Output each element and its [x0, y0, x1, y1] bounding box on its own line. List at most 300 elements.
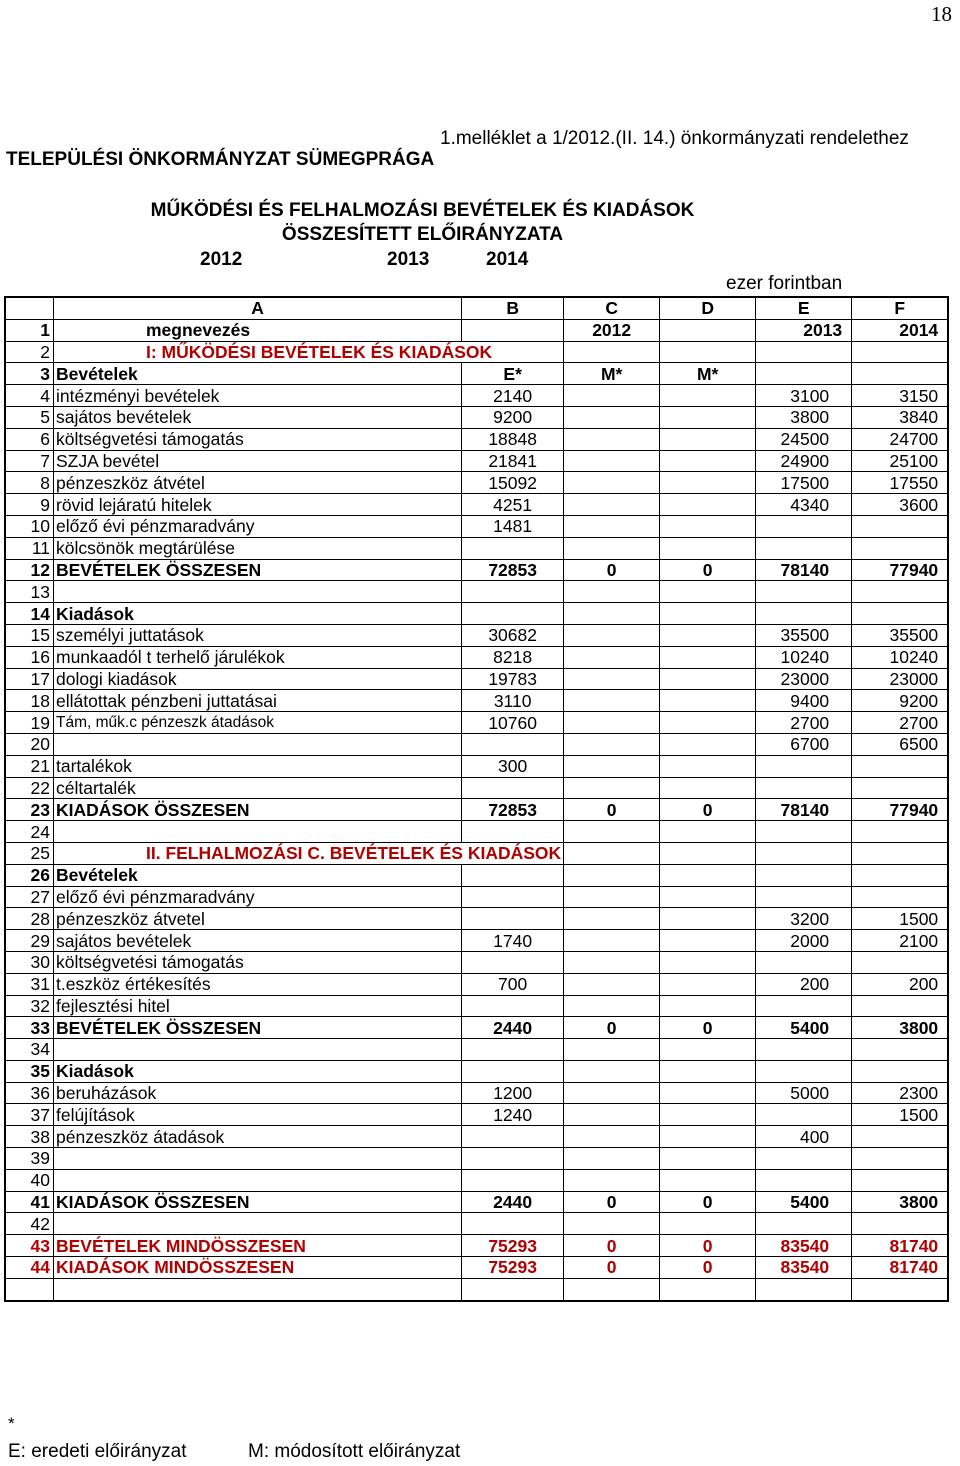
row-number: 18 [6, 690, 54, 712]
cell-e [756, 1039, 852, 1061]
table-row [6, 1213, 948, 1235]
cell-b [462, 821, 564, 843]
cell-c: M* [564, 363, 660, 385]
cell-b [462, 537, 564, 559]
cell-b: 1200 [462, 1082, 564, 1104]
cell-f: 200 [852, 973, 948, 995]
row-label: beruházások [54, 1082, 462, 1104]
table-row [6, 733, 948, 755]
cell-c: 0 [564, 1257, 660, 1279]
cell-f [852, 1126, 948, 1148]
cell-d [660, 995, 756, 1017]
row-label: KIADÁSOK ÖSSZESEN [54, 799, 462, 821]
cell-f: 81740 [852, 1257, 948, 1279]
row-label: kölcsönök megtárülése [54, 537, 462, 559]
column-letter-f: F [852, 298, 948, 320]
row-number: 9 [6, 494, 54, 516]
table-row [6, 1278, 948, 1300]
cell-b: 10760 [462, 712, 564, 734]
cell-c [564, 930, 660, 952]
cell-f: 3150 [852, 385, 948, 407]
cell-f [852, 537, 948, 559]
cell-b: 300 [462, 755, 564, 777]
table-row [6, 624, 948, 646]
row-label [54, 733, 462, 755]
cell-f: 23000 [852, 668, 948, 690]
table-row [6, 864, 948, 886]
cell-e: 9400 [756, 690, 852, 712]
cell-e [756, 1278, 852, 1300]
row-number: 27 [6, 886, 54, 908]
row-number [6, 1278, 54, 1300]
row-label: céltartalék [54, 777, 462, 799]
table-row [6, 1104, 948, 1126]
row-label [54, 821, 462, 843]
footnote-star: * [8, 1414, 15, 1433]
cell-e [756, 1148, 852, 1170]
cell-e [756, 1060, 852, 1082]
row-number: 26 [6, 864, 54, 886]
cell-e: 17500 [756, 472, 852, 494]
unit-label: ezer forintban [726, 273, 843, 294]
footnote-modified-estimate: M: módosított előirányzat [248, 1441, 461, 1462]
cell-c: 2012 [564, 319, 660, 341]
cell-f [852, 1148, 948, 1170]
table-row [6, 385, 948, 407]
row-number: 30 [6, 951, 54, 973]
table-row [6, 1235, 948, 1257]
cell-e [756, 341, 852, 363]
table-row [6, 842, 948, 864]
cell-f: 81740 [852, 1235, 948, 1257]
row-label [54, 1148, 462, 1170]
row-label: rövid lejáratú hitelek [54, 494, 462, 516]
cell-e: 24500 [756, 428, 852, 450]
column-letter-b: B [462, 298, 564, 320]
cell-d [660, 886, 756, 908]
cell-c [564, 428, 660, 450]
cell-e: 83540 [756, 1235, 852, 1257]
row-label: előző évi pénzmaradvány [54, 886, 462, 908]
row-number: 20 [6, 733, 54, 755]
cell-c [564, 1278, 660, 1300]
cell-d: 0 [660, 799, 756, 821]
cell-c [564, 1060, 660, 1082]
cell-d [660, 472, 756, 494]
cell-b [462, 1213, 564, 1235]
cell-d [660, 1278, 756, 1300]
row-number: 43 [6, 1235, 54, 1257]
cell-c [564, 690, 660, 712]
row-number: 5 [6, 406, 54, 428]
cell-e: 78140 [756, 559, 852, 581]
cell-d [660, 624, 756, 646]
row-label: költségvetési támogatás [54, 951, 462, 973]
cell-e: 5000 [756, 1082, 852, 1104]
cell-e: 5400 [756, 1191, 852, 1213]
row-number: 4 [6, 385, 54, 407]
row-number: 8 [6, 472, 54, 494]
cell-c [564, 733, 660, 755]
row-number: 17 [6, 668, 54, 690]
cell-f [852, 777, 948, 799]
table-row [6, 755, 948, 777]
budget-table [5, 297, 948, 1301]
cell-c [564, 995, 660, 1017]
row-number: 11 [6, 537, 54, 559]
cell-c [564, 908, 660, 930]
row-number: 23 [6, 799, 54, 821]
row-label [54, 1213, 462, 1235]
cell-b: 2440 [462, 1017, 564, 1039]
cell-f [852, 951, 948, 973]
row-label: felújítások [54, 1104, 462, 1126]
row-number: 41 [6, 1191, 54, 1213]
row-number: 22 [6, 777, 54, 799]
cell-c [564, 973, 660, 995]
row-number: 12 [6, 559, 54, 581]
cell-f [852, 515, 948, 537]
table-row [6, 319, 948, 341]
cell-d [660, 1039, 756, 1061]
cell-b [462, 1169, 564, 1191]
cell-f: 3600 [852, 494, 948, 516]
table-row [6, 690, 948, 712]
cell-d [660, 494, 756, 516]
cell-e: 3200 [756, 908, 852, 930]
cell-c: 0 [564, 1235, 660, 1257]
cell-c [564, 755, 660, 777]
table-row [6, 1039, 948, 1061]
table-row [6, 363, 948, 385]
cell-b: 2440 [462, 1191, 564, 1213]
cell-d [660, 1060, 756, 1082]
row-number: 21 [6, 755, 54, 777]
row-number: 31 [6, 973, 54, 995]
table-row [6, 537, 948, 559]
cell-d [660, 1104, 756, 1126]
row-label: költségvetési támogatás [54, 428, 462, 450]
row-label: t.eszköz értékesítés [54, 973, 462, 995]
cell-b [462, 319, 564, 341]
cell-f: 2300 [852, 1082, 948, 1104]
document-title-line2: ÖSSZESÍTETT ELŐIRÁNYZATA [281, 224, 564, 245]
table-row [6, 973, 948, 995]
cell-f: 6500 [852, 733, 948, 755]
cell-d: 0 [660, 1017, 756, 1039]
cell-c: 0 [564, 559, 660, 581]
row-label: előző évi pénzmaradvány [54, 515, 462, 537]
row-number: 16 [6, 646, 54, 668]
cell-d [660, 842, 756, 864]
cell-e [756, 821, 852, 843]
table-row [6, 668, 948, 690]
cell-d [660, 821, 756, 843]
table-row [6, 821, 948, 843]
cell-c [564, 624, 660, 646]
cell-f [852, 603, 948, 625]
row-number: 42 [6, 1213, 54, 1235]
document-title-line1: MŰKÖDÉSI ÉS FELHALMOZÁSI BEVÉTELEK ÉS KIADÁSOK [150, 200, 695, 221]
row-number: 40 [6, 1169, 54, 1191]
cell-d [660, 1126, 756, 1148]
row-label: Kiadások [54, 603, 462, 625]
cell-d [660, 385, 756, 407]
row-number: 35 [6, 1060, 54, 1082]
cell-f: 3840 [852, 406, 948, 428]
cell-d [660, 537, 756, 559]
cell-f [852, 821, 948, 843]
section-heading: I: MŰKÖDÉSI BEVÉTELEK ÉS KIADÁSOK [54, 341, 564, 363]
cell-c [564, 385, 660, 407]
cell-e [756, 363, 852, 385]
row-label: megnevezés [54, 319, 462, 341]
cell-b: 72853 [462, 559, 564, 581]
cell-e [756, 842, 852, 864]
cell-e [756, 886, 852, 908]
cell-c [564, 1169, 660, 1191]
cell-d [660, 406, 756, 428]
cell-b: 700 [462, 973, 564, 995]
cell-b: 21841 [462, 450, 564, 472]
row-number: 7 [6, 450, 54, 472]
row-label: BEVÉTELEK ÖSSZESEN [54, 1017, 462, 1039]
cell-d: 0 [660, 1191, 756, 1213]
cell-c [564, 494, 660, 516]
row-label: munkaadól t terhelő járulékok [54, 646, 462, 668]
cell-f [852, 581, 948, 603]
cell-c: 0 [564, 1191, 660, 1213]
cell-b: E* [462, 363, 564, 385]
row-number: 15 [6, 624, 54, 646]
cell-e [756, 603, 852, 625]
cell-b [462, 1060, 564, 1082]
row-number: 6 [6, 428, 54, 450]
cell-f: 35500 [852, 624, 948, 646]
row-number: 44 [6, 1257, 54, 1279]
table-row [6, 1060, 948, 1082]
cell-e [756, 1104, 852, 1126]
cell-c [564, 1082, 660, 1104]
cell-b: 1481 [462, 515, 564, 537]
row-label [54, 1169, 462, 1191]
cell-c [564, 341, 660, 363]
cell-b: 1240 [462, 1104, 564, 1126]
cell-c [564, 668, 660, 690]
cell-c: 0 [564, 799, 660, 821]
cell-e [756, 777, 852, 799]
row-number: 34 [6, 1039, 54, 1061]
cell-b: 4251 [462, 494, 564, 516]
row-number: 19 [6, 712, 54, 734]
row-label: BEVÉTELEK MINDÖSSZESEN [54, 1235, 462, 1257]
cell-f: 1500 [852, 908, 948, 930]
cell-f [852, 1169, 948, 1191]
cell-e: 400 [756, 1126, 852, 1148]
cell-f: 25100 [852, 450, 948, 472]
cell-f: 1500 [852, 1104, 948, 1126]
cell-e [756, 864, 852, 886]
cell-c [564, 864, 660, 886]
table-row [6, 1169, 948, 1191]
cell-c [564, 406, 660, 428]
cell-b: 15092 [462, 472, 564, 494]
cell-c [564, 581, 660, 603]
cell-e: 2700 [756, 712, 852, 734]
cell-e: 35500 [756, 624, 852, 646]
row-number: 28 [6, 908, 54, 930]
row-label: Bevételek [54, 864, 462, 886]
row-label: ellátottak pénzbeni juttatásai [54, 690, 462, 712]
cell-c [564, 1104, 660, 1126]
table-row [6, 515, 948, 537]
table-row [6, 472, 948, 494]
organization-name: TELEPÜLÉSI ÖNKORMÁNYZAT SÜMEGPRÁGA [6, 149, 435, 170]
table-row [6, 908, 948, 930]
row-number: 25 [6, 842, 54, 864]
cell-d [660, 712, 756, 734]
cell-e: 3800 [756, 406, 852, 428]
cell-f [852, 864, 948, 886]
cell-b: 8218 [462, 646, 564, 668]
cell-c [564, 712, 660, 734]
cell-e: 5400 [756, 1017, 852, 1039]
table-row [6, 951, 948, 973]
cell-f [852, 842, 948, 864]
cell-d [660, 973, 756, 995]
cell-e [756, 755, 852, 777]
cell-f [852, 341, 948, 363]
cell-d: 0 [660, 1257, 756, 1279]
cell-c [564, 472, 660, 494]
table-row [6, 581, 948, 603]
cell-e: 78140 [756, 799, 852, 821]
cell-e: 6700 [756, 733, 852, 755]
cell-b [462, 1039, 564, 1061]
cell-d [660, 515, 756, 537]
cell-f [852, 363, 948, 385]
cell-e: 2000 [756, 930, 852, 952]
cell-c [564, 1039, 660, 1061]
table-row [6, 886, 948, 908]
cell-f: 24700 [852, 428, 948, 450]
row-number: 2 [6, 341, 54, 363]
cell-d [660, 646, 756, 668]
row-label: Tám, műk.c pénzeszk átadások [54, 712, 462, 734]
cell-e [756, 581, 852, 603]
row-label: tartalékok [54, 755, 462, 777]
cell-c [564, 1148, 660, 1170]
row-label: Kiadások [54, 1060, 462, 1082]
row-number: 36 [6, 1082, 54, 1104]
cell-c [564, 646, 660, 668]
row-label: pénzeszköz átvétel [54, 472, 462, 494]
cell-d [660, 1169, 756, 1191]
cell-c [564, 1126, 660, 1148]
cell-b [462, 1126, 564, 1148]
row-number: 10 [6, 515, 54, 537]
row-label: BEVÉTELEK ÖSSZESEN [54, 559, 462, 581]
cell-b: 30682 [462, 624, 564, 646]
cell-f: 17550 [852, 472, 948, 494]
row-number: 39 [6, 1148, 54, 1170]
row-label [54, 1039, 462, 1061]
cell-b: 19783 [462, 668, 564, 690]
cell-f [852, 755, 948, 777]
row-label: pénzeszköz átvetel [54, 908, 462, 930]
table-row [6, 406, 948, 428]
table-row [6, 603, 948, 625]
cell-f: 2700 [852, 712, 948, 734]
year-label-2012: 2012 [200, 249, 243, 270]
cell-c [564, 603, 660, 625]
row-label: sajátos bevételek [54, 930, 462, 952]
cell-b [462, 1278, 564, 1300]
annex-note: 1.melléklet a 1/2012.(II. 14.) önkormányzati rendelethez [440, 128, 909, 149]
table-row [6, 1082, 948, 1104]
row-label: fejlesztési hitel [54, 995, 462, 1017]
table-row [6, 930, 948, 952]
cell-e: 23000 [756, 668, 852, 690]
cell-b: 75293 [462, 1235, 564, 1257]
cell-b [462, 951, 564, 973]
cell-f: 2100 [852, 930, 948, 952]
row-number: 13 [6, 581, 54, 603]
column-letter-a: A [54, 298, 462, 320]
cell-d [660, 908, 756, 930]
cell-e [756, 1213, 852, 1235]
cell-f: 2014 [852, 319, 948, 341]
cell-f: 77940 [852, 799, 948, 821]
cell-f: 3800 [852, 1017, 948, 1039]
cell-c [564, 777, 660, 799]
cell-b [462, 908, 564, 930]
cell-b [462, 777, 564, 799]
row-label: pénzeszköz átadások [54, 1126, 462, 1148]
cell-e [756, 515, 852, 537]
table-row [6, 712, 948, 734]
table-row [6, 646, 948, 668]
row-label: sajátos bevételek [54, 406, 462, 428]
table-row [6, 799, 948, 821]
cell-f [852, 1278, 948, 1300]
cell-c [564, 842, 660, 864]
cell-d [660, 951, 756, 973]
cell-e [756, 1169, 852, 1191]
column-letter-c: C [564, 298, 660, 320]
table-row [6, 1191, 948, 1213]
cell-b [462, 995, 564, 1017]
row-number: 37 [6, 1104, 54, 1126]
cell-c [564, 537, 660, 559]
row-label [54, 1278, 462, 1300]
row-label: dologi kiadások [54, 668, 462, 690]
section-heading: II. FELHALMOZÁSI C. BEVÉTELEK ÉS KIADÁSOK [54, 842, 564, 864]
table-row [6, 1017, 948, 1039]
cell-c [564, 450, 660, 472]
cell-b [462, 864, 564, 886]
row-label [54, 581, 462, 603]
cell-d [660, 603, 756, 625]
cell-b: 1740 [462, 930, 564, 952]
row-number: 29 [6, 930, 54, 952]
cell-c [564, 1213, 660, 1235]
footnote-original-estimate: E: eredeti előirányzat [8, 1441, 187, 1462]
cell-c [564, 886, 660, 908]
cell-d [660, 581, 756, 603]
cell-d [660, 1148, 756, 1170]
cell-f [852, 1039, 948, 1061]
